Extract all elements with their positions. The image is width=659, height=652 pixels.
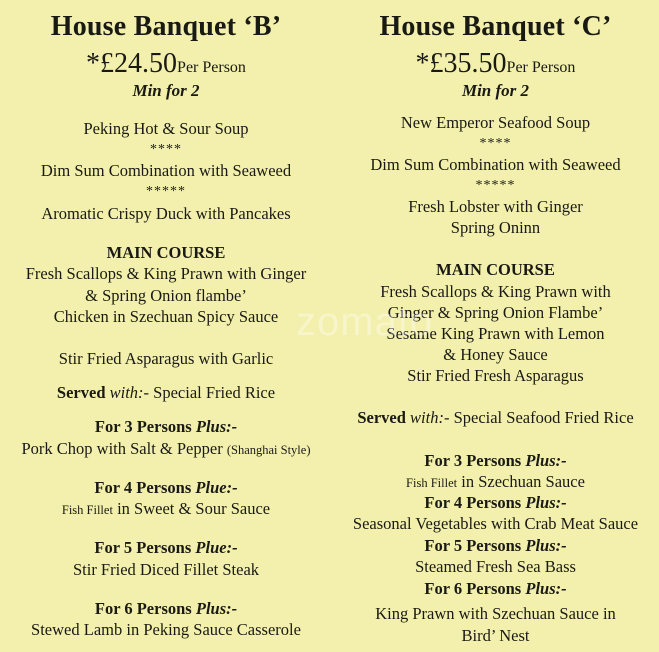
extra-plus: Plus:- — [525, 451, 567, 470]
banquet-c-per-person: Per Person — [506, 59, 576, 76]
banquet-c-extra-item: King Prawn with Szechuan Sauce in — [375, 604, 616, 623]
banquet-c-separator: ***** — [475, 178, 516, 193]
banquet-b-title: House Banquet ‘B’ — [50, 11, 282, 42]
served-label: Served — [56, 383, 106, 402]
extra-item-note: (Shanghai Style) — [226, 443, 311, 457]
extra-heading-text: For 4 Persons — [424, 493, 522, 512]
banquet-c-starter: New Emperor Seafood Soup — [400, 113, 591, 132]
extra-plus: Plus:- — [525, 493, 567, 512]
banquet-b-starter: Aromatic Crispy Duck with Pancakes — [41, 204, 291, 223]
extra-item-text: in Sweet & Sour Sauce — [117, 499, 271, 518]
banquet-c-extra-heading — [332, 495, 659, 512]
banquet-c-main-item: Stir Fried Fresh Asparagus — [407, 366, 584, 385]
banquet-c-starter: Fresh Lobster with Ginger — [408, 197, 583, 216]
extra-item-text: in Szechuan Sauce — [461, 472, 585, 491]
served-label: Served — [357, 408, 406, 427]
banquet-c-extra-item: Steamed Fresh Sea Bass — [415, 557, 576, 576]
banquet-b-main-item: Fresh Scallops & King Prawn with Ginger — [25, 264, 307, 283]
banquet-b-main-item: & Spring Onion flambe’ — [85, 286, 247, 305]
banquet-b-extra-heading — [0, 419, 332, 436]
banquet-b-per-person: Per Person — [177, 59, 246, 76]
extra-heading-text: For 5 Persons — [424, 536, 522, 555]
banquet-b-extra-heading — [0, 480, 332, 497]
extra-plus: Plus:- — [195, 599, 238, 618]
banquet-b-price-line — [0, 50, 332, 78]
extra-heading-text: For 5 Persons — [94, 538, 192, 557]
banquet-c-extra-item: Bird’ Nest — [461, 626, 530, 645]
banquet-b-main-item: Stir Fried Asparagus with Garlic — [58, 349, 274, 368]
served-with-label: with:- — [410, 408, 450, 427]
banquet-b-main-heading: MAIN COURSE — [106, 243, 226, 262]
extra-heading-text: For 6 Persons — [94, 599, 192, 618]
banquet-c-extra-item: Seasonal Vegetables with Crab Meat Sauce — [352, 514, 639, 533]
extra-plus: Plue:- — [195, 478, 238, 497]
banquet-b-min: Min for 2 — [132, 81, 200, 100]
served-item: Special Seafood Fried Rice — [453, 408, 634, 427]
banquet-b-starter: Peking Hot & Sour Soup — [83, 119, 249, 138]
banquet-b-starter: Dim Sum Combination with Seaweed — [40, 161, 292, 180]
banquet-b-price: *£24.50 — [86, 48, 178, 79]
served-item: Special Fried Rice — [153, 383, 276, 402]
banquet-c-price-line — [332, 50, 659, 78]
banquet-c-main-item: & Honey Sauce — [443, 345, 548, 364]
banquet-c-main-heading: MAIN COURSE — [436, 260, 555, 279]
banquet-c-main-item: Sesame King Prawn with Lemon — [386, 324, 605, 343]
extra-item-small: Fish Fillet — [406, 476, 458, 490]
banquet-b-extra-heading — [0, 601, 332, 618]
extra-heading-text: For 3 Persons — [94, 417, 192, 436]
banquet-c-separator: **** — [479, 136, 512, 151]
banquet-b-extra-item — [0, 501, 332, 518]
extra-plus: Plue:- — [195, 538, 238, 557]
banquet-c-extra-heading — [332, 538, 659, 555]
extra-plus: Plus:- — [525, 536, 567, 555]
extra-heading-text: For 3 Persons — [424, 451, 522, 470]
banquet-c-title: House Banquet ‘C’ — [379, 11, 612, 42]
banquet-c-price: *£35.50 — [415, 48, 507, 79]
extra-plus: Plus:- — [195, 417, 238, 436]
banquet-c-starter: Spring Oninn — [450, 218, 541, 237]
extra-item-small: Fish Fillet — [61, 503, 113, 517]
watermark: zomato — [296, 300, 434, 344]
extra-plus: Plus:- — [525, 579, 567, 598]
banquet-b-main-item: Chicken in Szechuan Spicy Sauce — [53, 307, 279, 326]
banquet-c-extra-heading — [332, 581, 659, 598]
banquet-b-separator: **** — [150, 142, 182, 157]
banquet-b-served-with — [0, 385, 332, 402]
banquet-c-extra-item — [332, 474, 659, 491]
extra-heading-text: For 4 Persons — [94, 478, 192, 497]
banquet-c-main-item: Ginger & Spring Onion Flambe’ — [387, 303, 604, 322]
banquet-c-min: Min for 2 — [461, 81, 530, 100]
banquet-c-starter: Dim Sum Combination with Seaweed — [370, 155, 621, 174]
banquet-b-extra-item: Stir Fried Diced Fillet Steak — [72, 560, 260, 579]
banquet-c-main-item: Fresh Scallops & King Prawn with — [380, 282, 611, 301]
banquet-c-extra-heading — [332, 453, 659, 470]
extra-item-text: Pork Chop with Salt & Pepper — [21, 439, 223, 458]
banquet-b-extra-heading — [0, 540, 332, 557]
extra-heading-text: For 6 Persons — [424, 579, 522, 598]
served-with-label: with:- — [109, 383, 150, 402]
banquet-b-extra-item: Stewed Lamb in Peking Sauce Casserole — [31, 620, 301, 639]
banquet-b-separator: ***** — [146, 184, 186, 199]
banquet-c-served-with — [332, 410, 659, 427]
banquet-b-extra-item — [0, 441, 332, 458]
